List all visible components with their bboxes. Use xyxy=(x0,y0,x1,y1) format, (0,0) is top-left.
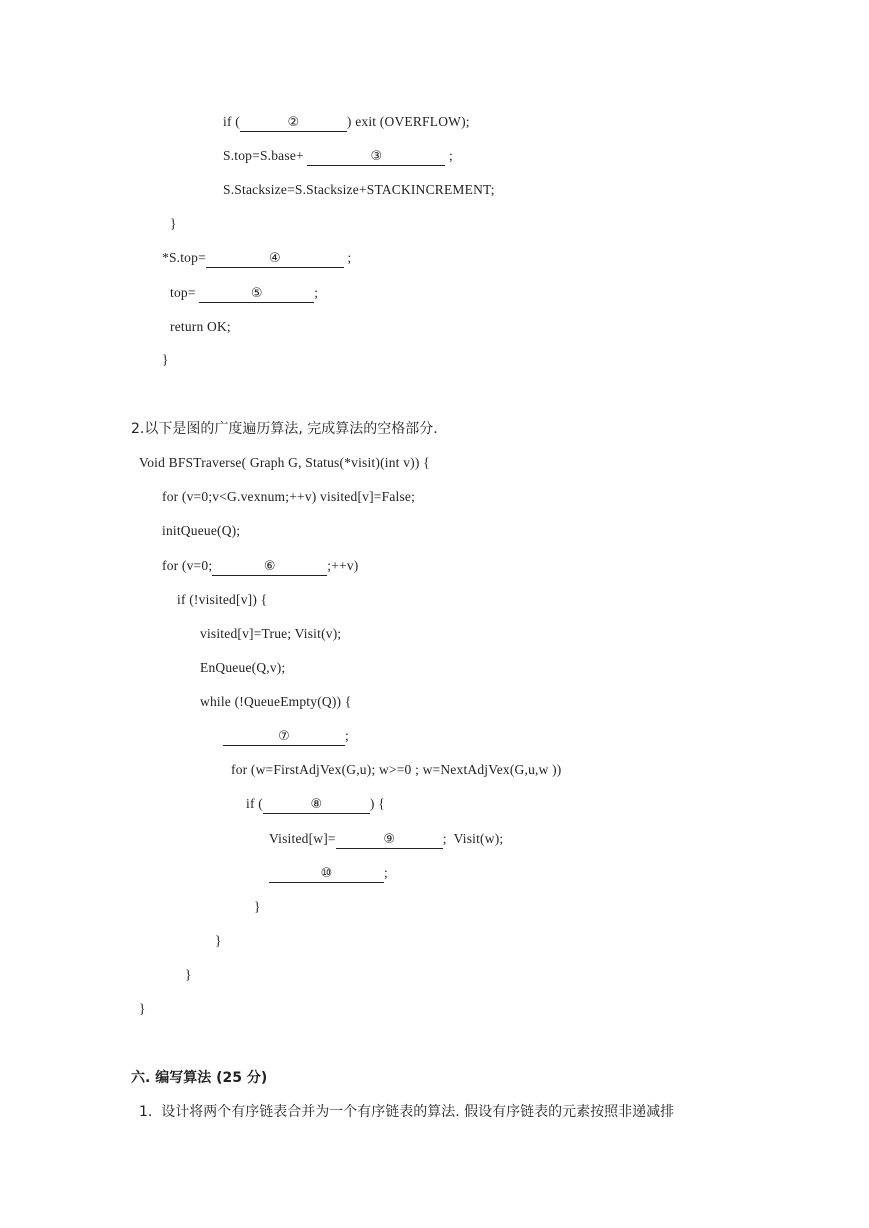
code-text: ; xyxy=(314,285,319,300)
answer-blank-10[interactable]: ⑩ xyxy=(269,866,384,883)
answer-blank-8[interactable]: ⑧ xyxy=(263,797,370,814)
code-line: return OK; xyxy=(170,319,231,334)
code-line xyxy=(223,727,349,746)
code-line: for (w=FirstAdjVex(G,u); w>=0 ; w=NextAdjVex(G,u,w )) xyxy=(231,762,562,777)
code-text: if ( xyxy=(223,114,240,129)
answer-blank-5[interactable]: ⑤ xyxy=(199,286,314,303)
answer-blank-3[interactable]: ③ xyxy=(307,149,445,166)
code-line: EnQueue(Q,v); xyxy=(200,660,286,675)
code-text: top= xyxy=(170,285,200,300)
code-text: Visited[w]= xyxy=(269,831,336,846)
closing-brace: } xyxy=(215,933,222,948)
question-item: 1. 设计将两个有序链表合并为一个有序链表的算法. 假设有序链表的元素按照非递减排 xyxy=(139,1104,675,1120)
code-line xyxy=(269,830,503,849)
code-line xyxy=(246,795,385,814)
code-line xyxy=(170,284,318,303)
code-line xyxy=(269,864,388,883)
code-text: ;++v) xyxy=(327,558,359,573)
code-line: Void BFSTraverse( Graph G, Status(*visit)(int v)) { xyxy=(139,455,430,470)
question-title: 2.以下是图的广度遍历算法, 完成算法的空格部分. xyxy=(131,421,438,437)
section-heading: 六. 编写算法 (25 分) xyxy=(131,1070,268,1086)
closing-brace: } xyxy=(162,352,169,367)
code-text: ; xyxy=(384,865,388,880)
answer-blank-6[interactable]: ⑥ xyxy=(212,559,327,576)
code-text: ; xyxy=(345,728,349,743)
code-text: S.top=S.base+ xyxy=(223,148,308,163)
code-line: while (!QueueEmpty(Q)) { xyxy=(200,694,352,709)
code-line: initQueue(Q); xyxy=(162,523,241,538)
code-line xyxy=(223,113,470,132)
answer-blank-4[interactable]: ④ xyxy=(206,251,344,268)
code-text: *S.top= xyxy=(162,250,206,265)
code-text: ) { xyxy=(369,796,385,811)
closing-brace: } xyxy=(254,899,261,914)
code-text: ) exit (OVERFLOW); xyxy=(346,114,470,129)
code-text: ; Visit(w); xyxy=(442,831,504,846)
code-line xyxy=(223,147,453,166)
code-line: for (v=0;v<G.vexnum;++v) visited[v]=False; xyxy=(162,489,416,504)
closing-brace: } xyxy=(185,967,192,982)
closing-brace: } xyxy=(139,1001,146,1016)
answer-blank-9[interactable]: ⑨ xyxy=(336,832,443,849)
answer-blank-7[interactable]: ⑦ xyxy=(223,729,345,746)
code-line xyxy=(162,557,359,576)
code-text: for (v=0; xyxy=(162,558,213,573)
code-text: if ( xyxy=(246,796,263,811)
code-line xyxy=(162,249,351,268)
code-text: ; xyxy=(343,250,352,265)
code-line: S.Stacksize=S.Stacksize+STACKINCREMENT; xyxy=(223,182,495,197)
code-line: if (!visited[v]) { xyxy=(177,592,268,607)
code-text: ; xyxy=(445,148,453,163)
code-line: visited[v]=True; Visit(v); xyxy=(200,626,342,641)
answer-blank-2[interactable]: ② xyxy=(240,115,347,132)
closing-brace: } xyxy=(170,216,177,231)
